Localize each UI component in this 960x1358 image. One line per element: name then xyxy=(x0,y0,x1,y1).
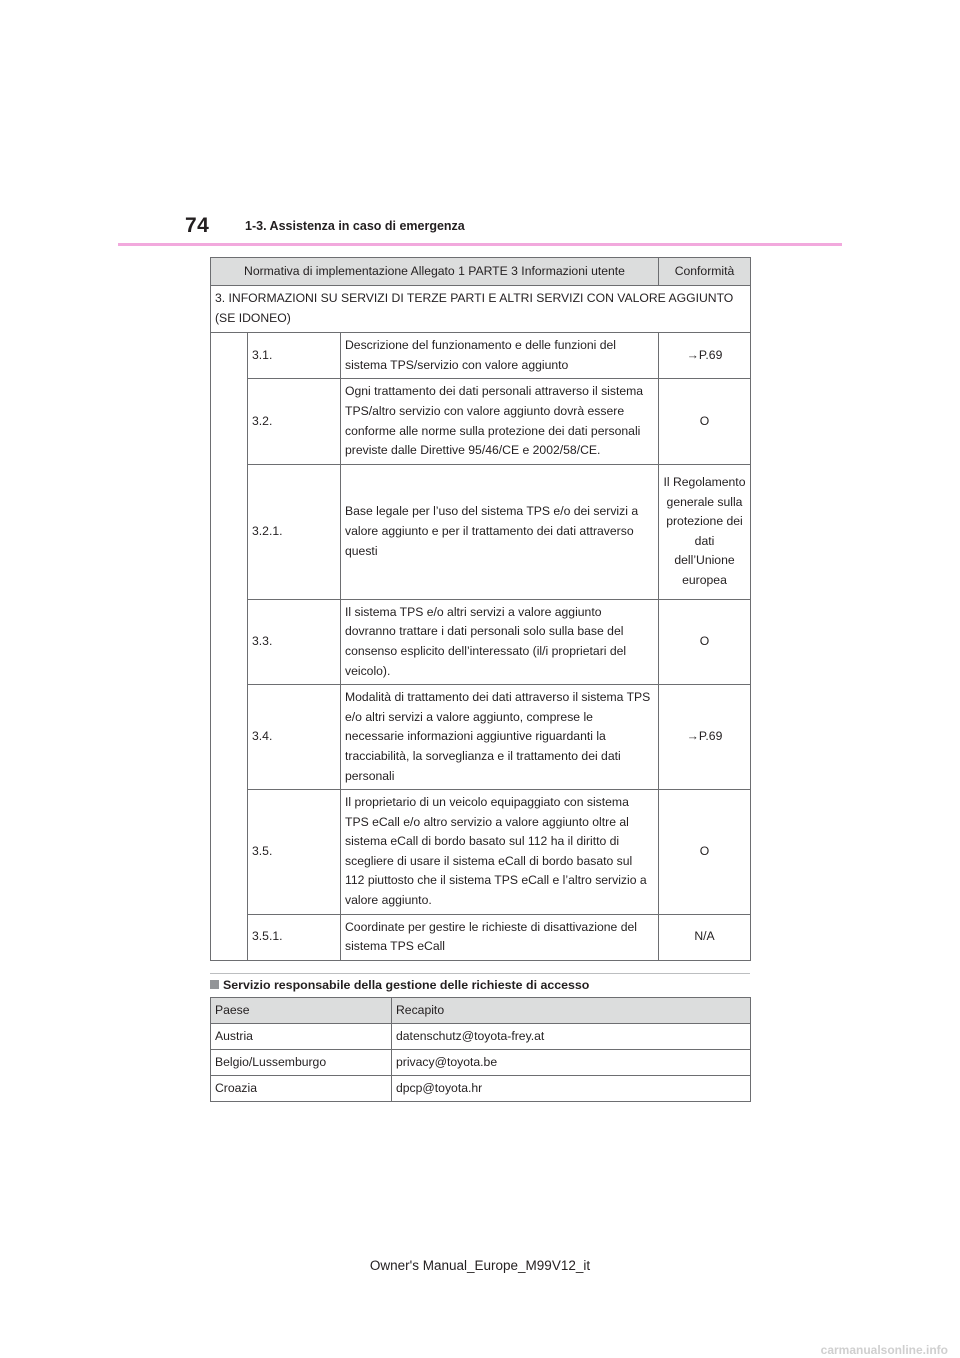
watermark-site: carmanualsonline.info xyxy=(820,1343,948,1357)
access-section-title: Servizio responsabile della gestione delle richieste di accesso xyxy=(223,978,590,992)
user-information-table xyxy=(210,257,751,961)
country-cell: Croazia xyxy=(211,1076,392,1102)
contact-cell: privacy@toyota.be xyxy=(392,1050,751,1076)
table-header-row xyxy=(211,998,751,1024)
table-row xyxy=(211,333,751,379)
section-heading: 3. INFORMAZIONI SU SERVIZI DI TERZE PARTI E ALTRI SERVIZI CON VALORE AGGIUNTO (SE IDONEO) xyxy=(211,286,751,333)
item-number: 3.5.1. xyxy=(248,914,341,960)
item-description: Il sistema TPS e/o altri servizi a valore aggiunto dovranno trattare i dati personali solo sulla base del consenso esplicito dell’interessato (il/i proprietari del veicolo). xyxy=(341,599,659,684)
page-number: 74 xyxy=(185,214,210,237)
country-cell: Austria xyxy=(211,1024,392,1050)
item-description: Base legale per l’uso del sistema TPS e/o dei servizi a valore aggiunto e per il trattamento dei dati attraverso questi xyxy=(341,464,659,599)
item-number: 3.3. xyxy=(248,599,341,684)
column-header-country: Paese xyxy=(211,998,392,1024)
table-row xyxy=(211,464,751,599)
table-row xyxy=(211,379,751,464)
table-row xyxy=(211,1050,751,1076)
manual-name-footer: Owner's Manual_Europe_M99V12_it xyxy=(369,1258,591,1273)
square-bullet-icon xyxy=(210,980,219,989)
item-number: 3.4. xyxy=(248,685,341,790)
item-conformity: O xyxy=(659,379,751,464)
section-heading-row xyxy=(211,286,751,333)
item-description: Ogni trattamento dei dati personali attraverso il sistema TPS/altro servizio con valore aggiunto dovrà essere conforme alle norme sulla protezione dei dati personali previste dalle Direttive 95/46/CE e 2002/58/CE. xyxy=(341,379,659,464)
item-number: 3.1. xyxy=(248,333,341,379)
item-description: Modalità di trattamento dei dati attraverso il sistema TPS e/o altri servizi a valore aggiunto, comprese le necessarie informazioni aggiuntive riguardanti la tracciabilità, la sorveglianza e il trattamento dei dati personali xyxy=(341,685,659,790)
column-header-regulation: Normativa di implementazione Allegato 1 PARTE 3 Informazioni utente xyxy=(211,258,659,286)
table-row xyxy=(211,1024,751,1050)
item-number: 3.2. xyxy=(248,379,341,464)
country-cell: Belgio/Lussemburgo xyxy=(211,1050,392,1076)
item-description: Coordinate per gestire le richieste di disattivazione del sistema TPS eCall xyxy=(341,914,659,960)
header-divider xyxy=(118,243,842,246)
item-description: Il proprietario di un veicolo equipaggiato con sistema TPS eCall e/o altro servizio a valore aggiunto oltre al sistema eCall di bordo basato sul 112 ha il diritto di scegliere di usare il sistema eCall di bordo basato sul 112 piuttosto che il sistema TPS eCall e l’altro servizio a valore aggiunto. xyxy=(341,790,659,915)
item-description: Descrizione del funzionamento e delle funzioni del sistema TPS/servizio con valore aggiunto xyxy=(341,333,659,379)
item-number: 3.5. xyxy=(248,790,341,915)
item-number: 3.2.1. xyxy=(248,464,341,599)
item-conformity: O xyxy=(659,790,751,915)
item-conformity: O xyxy=(659,599,751,684)
contact-cell: dpcp@toyota.hr xyxy=(392,1076,751,1102)
access-section-heading xyxy=(210,973,750,992)
item-conformity: →P.69 xyxy=(659,685,751,790)
contact-cell: datenschutz@toyota-frey.at xyxy=(392,1024,751,1050)
table-row xyxy=(211,790,751,915)
access-contacts-table xyxy=(210,997,751,1102)
table-row xyxy=(211,1076,751,1102)
item-conformity: →P.69 xyxy=(659,333,751,379)
item-conformity: Il Regolamento generale sulla protezione dei dati dell’Unione europea xyxy=(659,464,751,599)
table-header-row xyxy=(211,258,751,286)
item-conformity: N/A xyxy=(659,914,751,960)
table-row xyxy=(211,685,751,790)
indent-cell xyxy=(211,333,248,961)
section-title: 1-3. Assistenza in caso di emergenza xyxy=(245,219,465,233)
column-header-conformity: Conformità xyxy=(659,258,751,286)
column-header-contact: Recapito xyxy=(392,998,751,1024)
table-row xyxy=(211,914,751,960)
table-row xyxy=(211,599,751,684)
